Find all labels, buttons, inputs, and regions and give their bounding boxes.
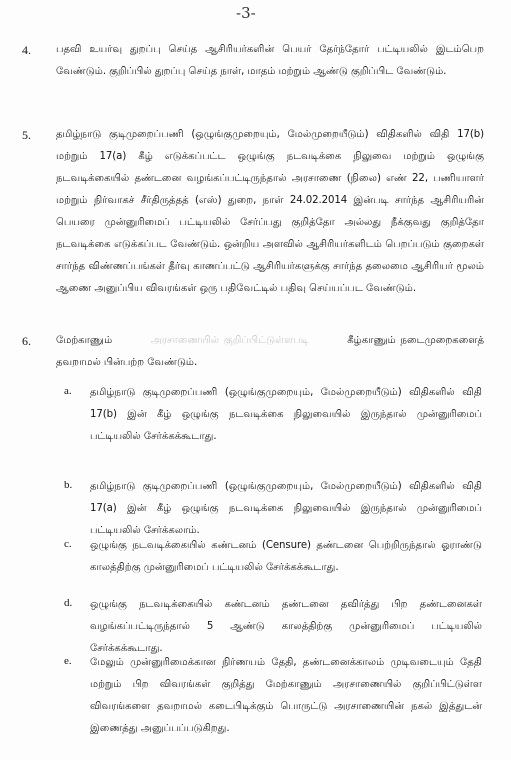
sub-item-text: ஒழுங்கு நடவடிக்கையில் கண்டனம் (Censure) தண்டனை பெற்றிருந்தால் ஓராண்டு காலத்திற்கு முன்னுரிமைப் பட்டியலில் சேர்க்கக்கூடாது. bbox=[90, 540, 482, 573]
item-number: 5. bbox=[22, 128, 31, 142]
page-number: -3- bbox=[236, 4, 256, 22]
item-text-end: கீழ்காணும் நடைமுறைகளைத் தவறாமல் பின்பற்ற வேண்டும். bbox=[56, 335, 484, 368]
item-text: தமிழ்நாடு குடிமுறைப்பணி (ஒழுங்குமுறையும், மேல்முறையீடும்) விதிகளில் விதி 17(b) மற்றும் 17(a) கீழ் எடுக்கப்பட்ட ஒழுங்கு நடவடிக்கை நிலுவை மற்றும் ஒழுங்கு நடவடிக்கையில் தண்டனை வழங்கப்பட்டிருந்தால் அரசாணை (நிலை) எண் 22, பணியாளர் மற்றும் நிர்வாகச் சீர்திருத்தத் (எஸ்) துறை, நாள் 24.02.2014 இன்படி சார்ந்த ஆசிரியரின் பெயரை முன்னுரிமைப் பட்டியலில் சேர்ப்பது குறித்தோ அல்லது நீக்குவது குறித்தோ நடவடிக்கை எடுக்கப்பட வேண்டும். ஒன்றிய அளவில் ஆசிரியர்களிடம் பெறப்படும் குறைகள் சார்ந்த விண்ணப்பங்கள் தீர்வு காணப்பட்டு ஆசிரியர்களுக்கு சார்ந்த தலைமை ஆசிரியர் மூலம் ஆணை அனுப்பிய விவரங்கள் ஒரு பதிவேட்டில் பதிவு செய்யப்பட வேண்டும். bbox=[56, 129, 484, 294]
item-text: பதவி உயர்வு துறப்பு செய்த ஆசிரியர்களின் பெயர் தேர்ந்தோர் பட்டியலில் இடம்பெற வேண்டும். குறிப்பில் துறப்பு செய்த நாள், மாதம் மற்றும் ஆண்டு குறிப்பிட வேண்டும். bbox=[56, 44, 484, 77]
sub-item-letter: e. bbox=[64, 655, 72, 667]
sub-item-text: தமிழ்நாடு குடிமுறைப்பணி (ஒழுங்குமுறையும், மேல்முறையீடும்) விதிகளில் விதி 17(a) இன் கீழ் ஒழுங்கு நடவடிக்கை நிலுவையில் இருந்தால் முன்னுரிமைப் பட்டியலில் சேர்க்கலாம். bbox=[90, 481, 482, 536]
faint-text: அரசாணையில் குறிப்பிட்டுள்ளபடி bbox=[150, 335, 309, 346]
sub-item-text: தமிழ்நாடு குடிமுறைப்பணி (ஒழுங்குமுறையும், மேல்முறையீடும்) விதிகளில் விதி 17(b) இன் கீழ் ஒழுங்கு நடவடிக்கை நிலுவையில் இருந்தால் முன்னுரிமைப் பட்டியலில் சேர்க்கக்கூடாது. bbox=[90, 387, 482, 442]
sub-item-text: ஒழுங்கு நடவடிக்கையில் கண்டனம் தண்டனை தவிர்த்து பிற தண்டனைகள் வழங்கப்பட்டிருந்தால் 5 ஆண்டு காலத்திற்கு முன்னுரிமைப் பட்டியலில் சேர்க்கக்கூடாது. bbox=[90, 599, 482, 654]
sub-item-letter: b. bbox=[64, 479, 73, 491]
sub-item-text: மேலும் முன்னுரிமைக்கான நிர்ணயம் தேதி, தண்டனைக்காலம் முடிவடையும் தேதி மற்றும் பிற விவரங்கள் குறித்து மேற்காணும் அரசாணையில் குறிப்பிட்டுள்ள விவரங்களை தவறாமல் கடைபிடிக்கும் பொருட்டு அரசாணையின் நகல் இத்துடன் இணைத்து அனுப்பப்படுகிறது. bbox=[90, 657, 482, 734]
item-number: 6. bbox=[22, 334, 31, 348]
sub-item-letter: c. bbox=[64, 538, 72, 550]
sub-item-letter: a. bbox=[64, 385, 72, 397]
item-text bbox=[56, 330, 484, 374]
item-number: 4. bbox=[22, 43, 31, 57]
sub-item-letter: d. bbox=[64, 597, 73, 609]
item-text-start: மேற்காணும் bbox=[56, 335, 113, 346]
